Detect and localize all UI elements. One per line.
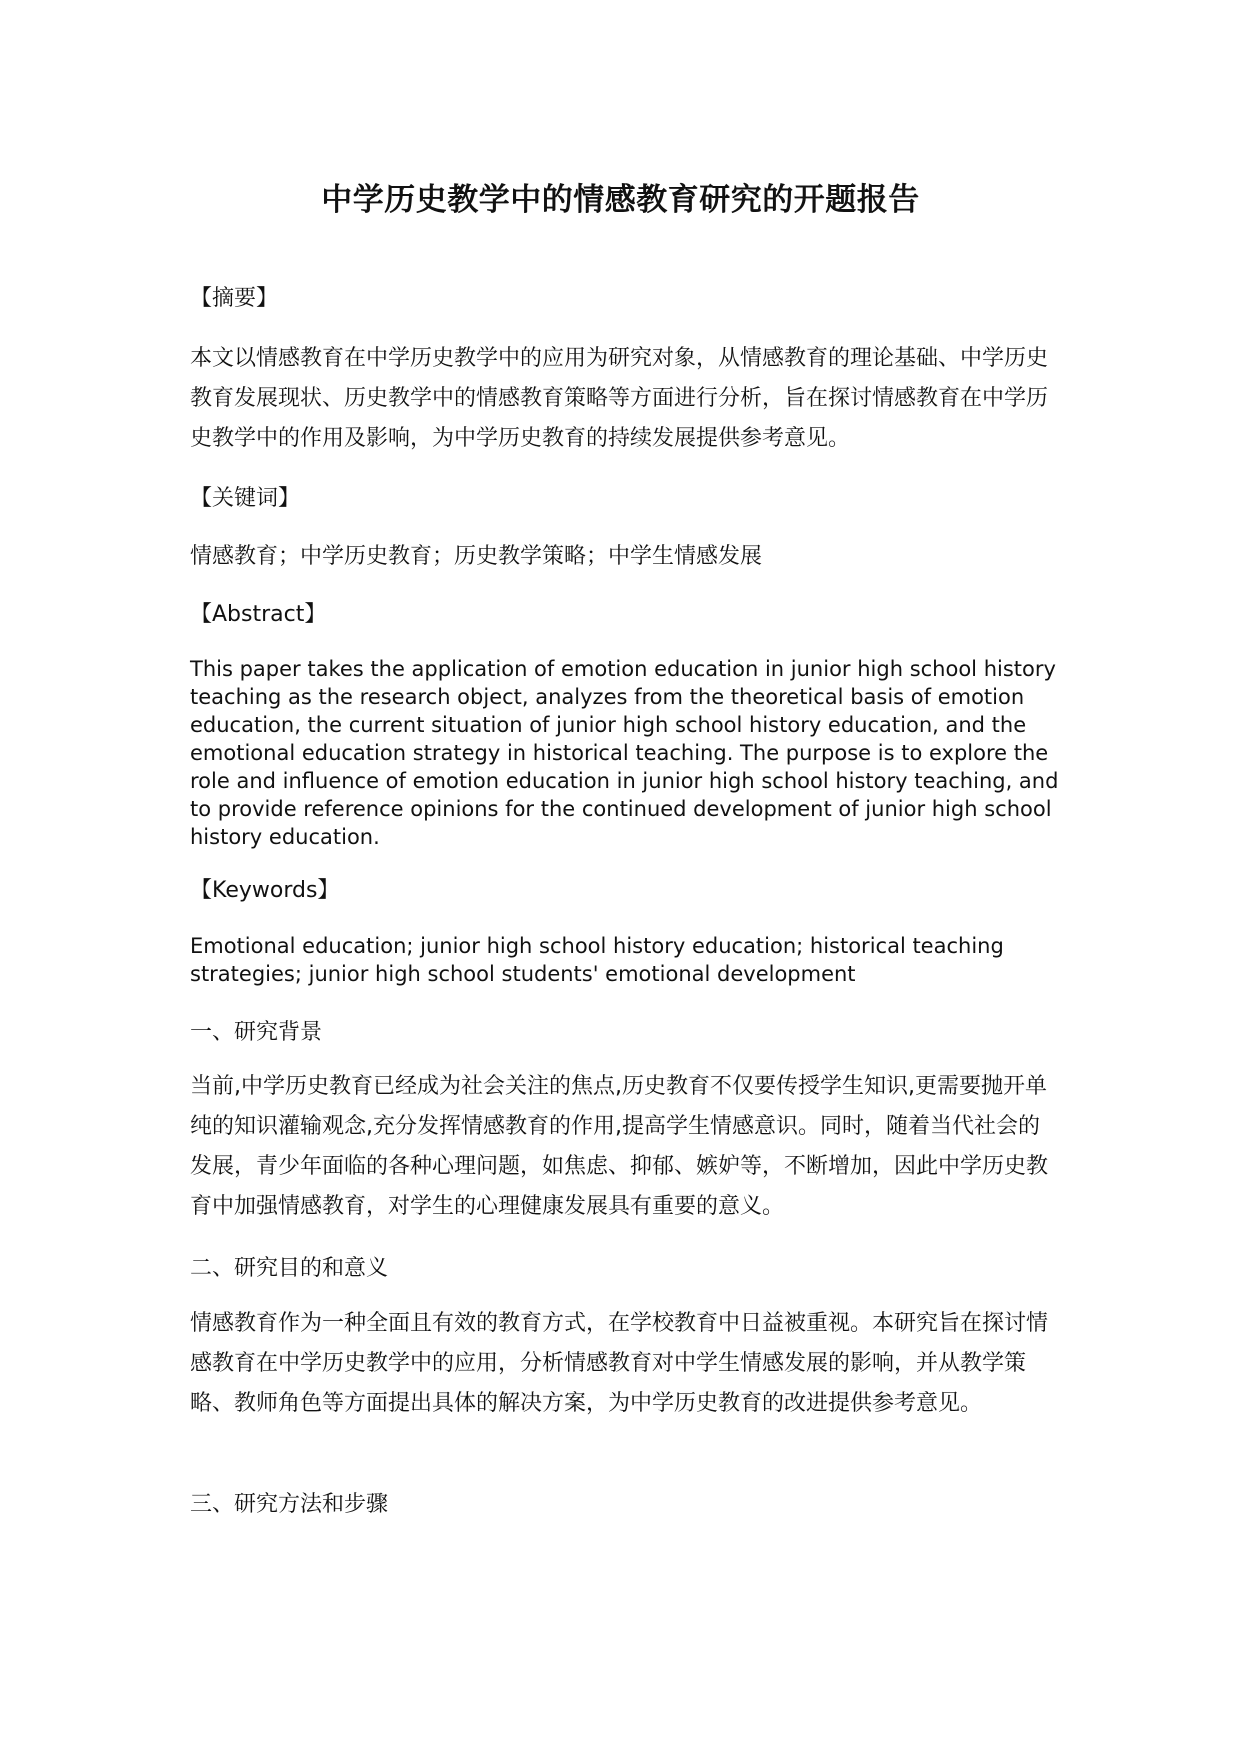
section2-text: 情感教育作为一种全面且有效的教育方式，在学校教育中日益被重视。本研究旨在探讨情感教育在中学历史教学中的应用，分析情感教育对中学生情感发展的影响，并从教学策略、教师角色等方面提出具体的解决方案，为中学历史教育的改进提供参考意见。 bbox=[190, 1311, 1049, 1416]
section1-text: 当前,中学历史教育已经成为社会关注的焦点,历史教育不仅要传授学生知识,更需要抛开单纯的知识灌输观念,充分发挥情感教育的作用,提高学生情感意识。同时，随着当代社会的发展，青少年面临的各种心理问题，如焦虑、抑郁、嫉妒等，不断增加，因此中学历史教育中加强情感教育，对学生的心理健康发展具有重要的意义。 bbox=[190, 1074, 1049, 1219]
section2-heading: 二、研究目的和意义 bbox=[190, 1256, 389, 1281]
keywords-en-heading: 【Keywords】 bbox=[190, 878, 340, 903]
page-title: 中学历史教学中的情感教育研究的开题报告 bbox=[321, 182, 920, 218]
section1-heading: 一、研究背景 bbox=[190, 1020, 323, 1045]
abstract-cn-text: 本文以情感教育在中学历史教学中的应用为研究对象，从情感教育的理论基础、中学历史教育发展现状、历史教学中的情感教育策略等方面进行分析，旨在探讨情感教育在中学历史教学中的作用及影响，为中学历史教育的持续发展提供参考意见。 bbox=[190, 346, 1049, 451]
abstract-en-text: This paper takes the application of emotion education in junior high school history teaching as the research object, analyzes from the theoretical basis of emotion education, the current situation of junior high school history education, and the emotional education strategy in historical teaching. The purpose is to explore the role and influence of emotion education in junior high school history teaching, and to provide reference opinions for the continued development of junior high school history education. bbox=[190, 657, 1059, 849]
keywords-cn-heading: 【关键词】 bbox=[190, 486, 301, 511]
section3-heading: 三、研究方法和步骤 bbox=[190, 1492, 389, 1517]
keywords-cn-text: 情感教育；中学历史教育；历史教学策略；中学生情感发展 bbox=[190, 544, 763, 569]
keywords-en-text: Emotional education; junior high school history education; historical teaching strategies; junior high school students' emotional development bbox=[190, 934, 1004, 986]
abstract-cn-heading: 【摘要】 bbox=[190, 286, 279, 311]
abstract-en-heading: 【Abstract】 bbox=[190, 602, 327, 627]
